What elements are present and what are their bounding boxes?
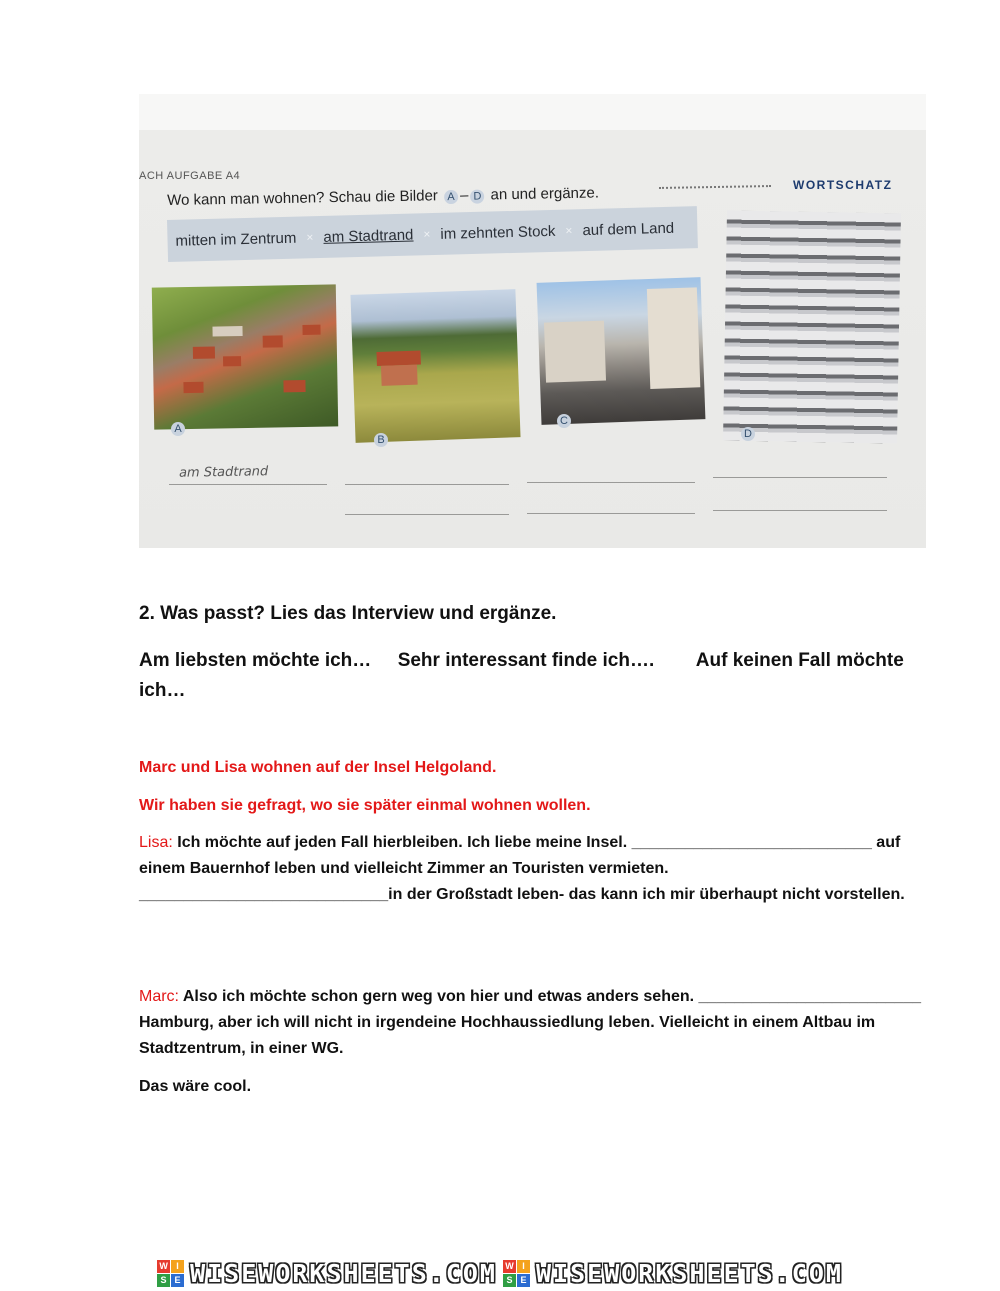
textbook-photo <box>139 94 926 548</box>
brand-text: WISEWORKSHEETS.COM <box>190 1259 497 1288</box>
picture-b-label: B <box>374 433 388 447</box>
picture-d-high-rise <box>723 210 901 443</box>
task-text-before: Wo kann man wohnen? Schau die Bilder <box>167 187 438 209</box>
separator-icon: × <box>423 227 431 242</box>
brand-logo-icon: W I S E <box>157 1260 184 1287</box>
phrase-bank: Am liebsten möchte ich… Sehr interessant finde ich…. Auf keinen Fall möchte ich… <box>139 650 904 701</box>
picture-c-label: C <box>557 414 571 428</box>
speaker-lisa: Lisa: <box>139 834 173 851</box>
letter-d-badge: D <box>470 189 484 203</box>
task-dash: – <box>459 186 469 204</box>
example-answer: am Stadtrand <box>178 464 269 481</box>
answer-line <box>527 513 695 514</box>
word-option: mitten im Zentrum <box>175 229 297 250</box>
answer-line <box>527 482 695 483</box>
answer-line <box>345 514 509 515</box>
answer-line <box>169 484 327 485</box>
separator-icon: × <box>306 230 314 245</box>
task2-title: 2. Was passt? Lies das Interview und ergänze. <box>139 603 557 624</box>
word-box <box>167 206 698 262</box>
picture-a-suburb <box>152 284 338 429</box>
word-option: auf dem Land <box>582 219 675 239</box>
word-option: im zehnten Stock <box>440 222 556 243</box>
separator-icon: × <box>565 223 573 238</box>
task-text-after: an und ergänze. <box>490 184 600 204</box>
speaker-marc: Marc: <box>139 988 179 1005</box>
word-option: am Stadtrand <box>323 226 414 246</box>
phrase-option: Sehr interessant finde ich…. <box>397 650 655 671</box>
marc-text: Also ich möchte schon gern weg von hier und etwas anders sehen. _________________________ Hamburg, aber ich will nicht in irgendeine Hochhaussiedlung leben. Vielleicht in einem Altbau im Stadtzentrum, in einer WG. <box>139 988 921 1057</box>
answer-line <box>345 484 509 485</box>
picture-a-label: A <box>171 422 185 436</box>
picture-b-countryside <box>350 289 520 443</box>
marc-paragraph <box>139 984 929 1062</box>
lisa-paragraph <box>139 830 929 908</box>
brand-text: WISEWORKSHEETS.COM <box>536 1259 843 1288</box>
letter-a-badge: A <box>444 190 458 204</box>
intro-question: Wir haben sie gefragt, wo sie später einmal wohnen wollen. <box>139 797 591 814</box>
lisa-text: Ich möchte auf jeden Fall hierbleiben. Ich liebe meine Insel. ___________________________ auf einem Bauernhof leben und vielleicht Zimmer an Touristen vermieten. ____________________________ <box>139 834 901 903</box>
intro-line: Marc und Lisa wohnen auf der Insel Helgoland. <box>139 759 497 776</box>
section-label: ACH AUFGABE A4 <box>139 170 241 182</box>
brand-logo-icon: W I S E <box>503 1260 530 1287</box>
closing-line: Das wäre cool. <box>139 1078 252 1095</box>
page-top-band <box>139 94 926 130</box>
picture-c-city-center <box>537 277 706 425</box>
answer-line <box>713 510 887 511</box>
wortschatz-label: WORTSCHATZ <box>793 178 893 192</box>
dotted-rule <box>659 185 771 189</box>
task-instruction <box>167 184 599 209</box>
picture-d-label: D <box>741 427 755 441</box>
footer-watermark <box>0 1256 1000 1291</box>
phrase-option: Am liebsten möchte ich… <box>139 650 372 671</box>
answer-line <box>713 477 887 478</box>
lisa-text-end: in der Großstadt leben- das kann ich mir überhaupt nicht vorstellen. <box>388 886 905 903</box>
